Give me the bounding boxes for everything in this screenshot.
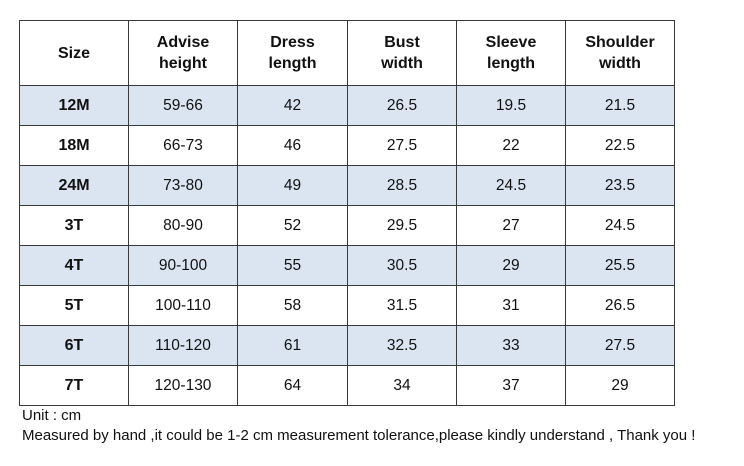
sleeve-length-cell: 31	[457, 286, 566, 326]
header-advise-height: Advise height	[129, 21, 238, 86]
shoulder-width-cell: 25.5	[566, 246, 675, 286]
advise-height-cell: 59-66	[129, 86, 238, 126]
dress-length-cell: 46	[238, 126, 348, 166]
shoulder-width-cell: 27.5	[566, 326, 675, 366]
size-cell: 12M	[20, 86, 129, 126]
dress-length-cell: 58	[238, 286, 348, 326]
size-cell: 6T	[20, 326, 129, 366]
advise-height-cell: 66-73	[129, 126, 238, 166]
bust-width-cell: 26.5	[348, 86, 457, 126]
shoulder-width-cell: 22.5	[566, 126, 675, 166]
table-row	[20, 366, 675, 406]
header-sleeve-length: Sleeve length	[457, 21, 566, 86]
size-cell: 3T	[20, 206, 129, 246]
sleeve-length-cell: 24.5	[457, 166, 566, 206]
unit-note: Unit : cm	[22, 407, 82, 424]
table-row	[20, 326, 675, 366]
advise-height-cell: 73-80	[129, 166, 238, 206]
bust-width-cell: 30.5	[348, 246, 457, 286]
header-size: Size	[20, 21, 129, 86]
sleeve-length-cell: 19.5	[457, 86, 566, 126]
shoulder-width-cell: 21.5	[566, 86, 675, 126]
header-row	[20, 21, 675, 86]
dress-length-cell: 61	[238, 326, 348, 366]
tolerance-note: Measured by hand ,it could be 1-2 cm measurement tolerance,please kindly understand , Thank you !	[22, 427, 696, 444]
bust-width-cell: 34	[348, 366, 457, 406]
bust-width-cell: 31.5	[348, 286, 457, 326]
sleeve-length-cell: 22	[457, 126, 566, 166]
shoulder-width-cell: 29	[566, 366, 675, 406]
advise-height-cell: 100-110	[129, 286, 238, 326]
advise-height-cell: 80-90	[129, 206, 238, 246]
bust-width-cell: 32.5	[348, 326, 457, 366]
advise-height-cell: 110-120	[129, 326, 238, 366]
advise-height-cell: 120-130	[129, 366, 238, 406]
size-cell: 7T	[20, 366, 129, 406]
sleeve-length-cell: 27	[457, 206, 566, 246]
bust-width-cell: 28.5	[348, 166, 457, 206]
sleeve-length-cell: 33	[457, 326, 566, 366]
size-cell: 24M	[20, 166, 129, 206]
bust-width-cell: 29.5	[348, 206, 457, 246]
header-shoulder-width: Shoulder width	[566, 21, 675, 86]
dress-length-cell: 52	[238, 206, 348, 246]
table-row	[20, 166, 675, 206]
table-row	[20, 126, 675, 166]
shoulder-width-cell: 26.5	[566, 286, 675, 326]
bust-width-cell: 27.5	[348, 126, 457, 166]
table-row	[20, 206, 675, 246]
dress-length-cell: 55	[238, 246, 348, 286]
header-bust-width: Bust width	[348, 21, 457, 86]
dress-length-cell: 49	[238, 166, 348, 206]
table-row	[20, 286, 675, 326]
measurement-notes	[22, 406, 695, 446]
dress-length-cell: 42	[238, 86, 348, 126]
sleeve-length-cell: 37	[457, 366, 566, 406]
table-row	[20, 86, 675, 126]
size-cell: 4T	[20, 246, 129, 286]
shoulder-width-cell: 23.5	[566, 166, 675, 206]
advise-height-cell: 90-100	[129, 246, 238, 286]
size-cell: 18M	[20, 126, 129, 166]
dress-length-cell: 64	[238, 366, 348, 406]
size-cell: 5T	[20, 286, 129, 326]
header-dress-length: Dress length	[238, 21, 348, 86]
size-chart-table	[19, 20, 675, 406]
shoulder-width-cell: 24.5	[566, 206, 675, 246]
sleeve-length-cell: 29	[457, 246, 566, 286]
table-row	[20, 246, 675, 286]
